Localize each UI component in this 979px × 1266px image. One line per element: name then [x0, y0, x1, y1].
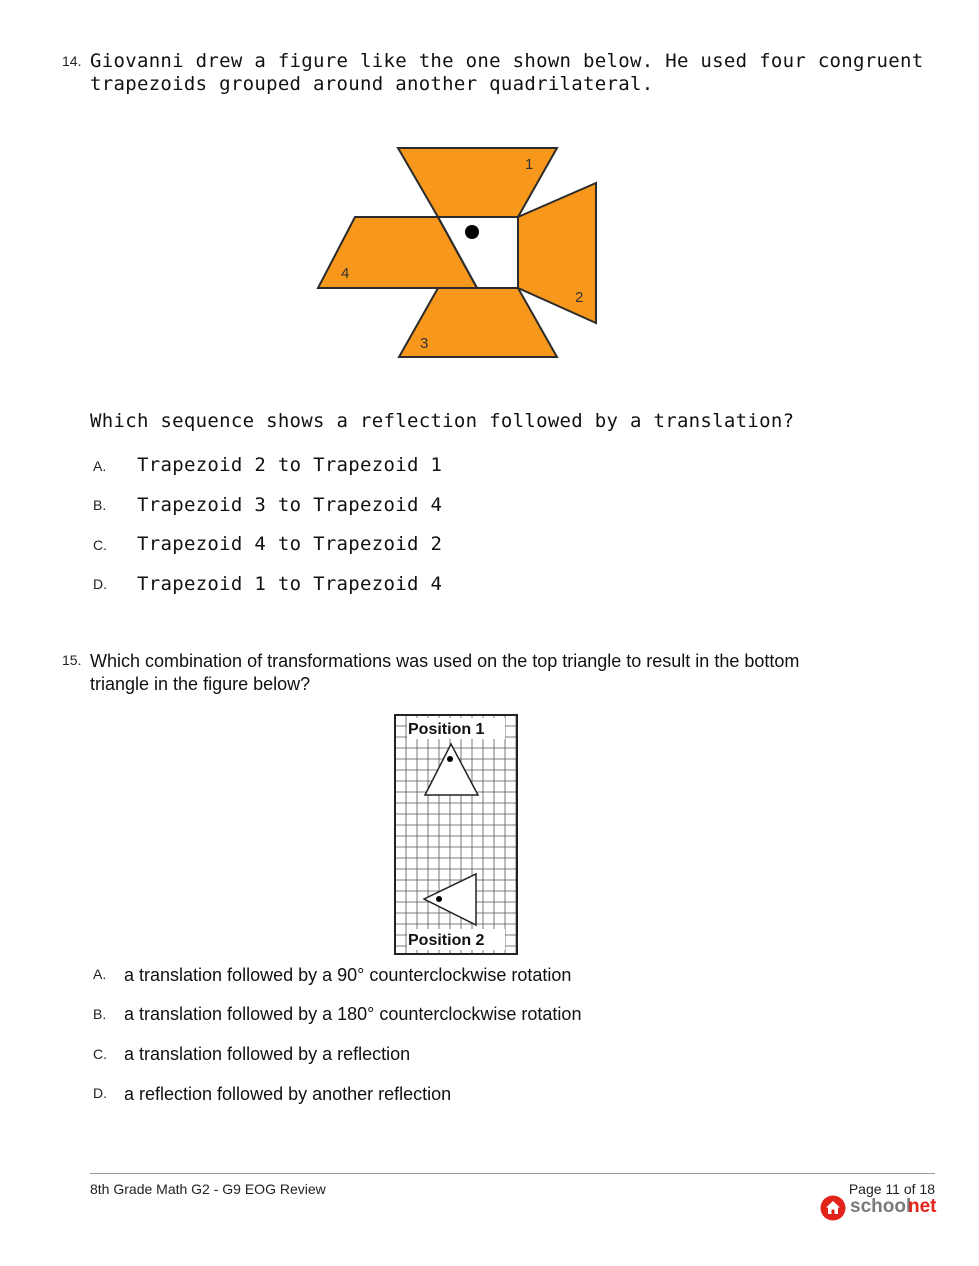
trapezoid-2 — [518, 183, 596, 323]
footer-title: 8th Grade Math G2 - G9 EOG Review — [90, 1181, 326, 1197]
q14-choice-c-letter: C. — [93, 537, 107, 553]
question-15-number: 15. — [62, 652, 82, 668]
bottom-triangle-dot — [436, 896, 442, 902]
q15-choice-d-letter: D. — [93, 1085, 107, 1101]
logo-text-school: school — [850, 1196, 912, 1217]
q14-choice-a[interactable]: Trapezoid 2 to Trapezoid 1 — [137, 454, 443, 476]
trapezoid-label-3: 3 — [420, 335, 429, 352]
question-14-number: 14. — [62, 53, 82, 69]
question-14-prompt-line2: trapezoids grouped around another quadrilateral. — [90, 73, 654, 95]
schoolnet-logo — [820, 1194, 940, 1222]
q14-choice-b[interactable]: Trapezoid 3 to Trapezoid 4 — [137, 494, 443, 516]
trapezoid-label-2: 2 — [575, 289, 584, 306]
question-14-stem: Which sequence shows a reflection followed by a translation? — [90, 410, 795, 432]
q14-choice-d[interactable]: Trapezoid 1 to Trapezoid 4 — [137, 573, 443, 595]
footer-divider — [90, 1173, 935, 1174]
q15-choice-c-letter: C. — [93, 1046, 107, 1062]
q15-choice-b-letter: B. — [93, 1006, 107, 1022]
triangle-grid-figure — [393, 713, 519, 956]
center-dot — [465, 225, 479, 239]
page-indicator: Page 11 of 18 — [848, 1181, 935, 1197]
question-15-prompt-line1: Which combination of transformations was used on the top triangle to result in the bottom — [90, 651, 800, 671]
question-15-prompt-line2: triangle in the figure below? — [90, 674, 311, 694]
q15-choice-a-letter: A. — [93, 966, 107, 982]
logo-text-net: net — [908, 1196, 937, 1217]
q14-choice-a-letter: A. — [93, 458, 107, 474]
trapezoid-figure — [310, 140, 610, 365]
trapezoid-label-1: 1 — [525, 156, 534, 173]
position-1-label: Position 1 — [408, 721, 485, 738]
q15-choice-a[interactable]: a translation followed by a 90° counterclockwise rotation — [124, 965, 572, 985]
top-triangle-dot — [447, 756, 453, 762]
q15-choice-b[interactable]: a translation followed by a 180° counterclockwise rotation — [124, 1004, 582, 1024]
question-14-prompt-line1: Giovanni drew a figure like the one shown below. He used four congruent — [90, 50, 924, 72]
q15-choice-c[interactable]: a translation followed by a reflection — [124, 1044, 411, 1064]
trapezoid-label-4: 4 — [341, 265, 350, 282]
q15-choice-d[interactable]: a reflection followed by another reflection — [124, 1084, 452, 1104]
q14-choice-b-letter: B. — [93, 497, 107, 513]
q14-choice-d-letter: D. — [93, 576, 107, 592]
q14-choice-c[interactable]: Trapezoid 4 to Trapezoid 2 — [137, 533, 443, 555]
house-icon — [820, 1195, 846, 1221]
position-2-label: Position 2 — [408, 932, 485, 949]
